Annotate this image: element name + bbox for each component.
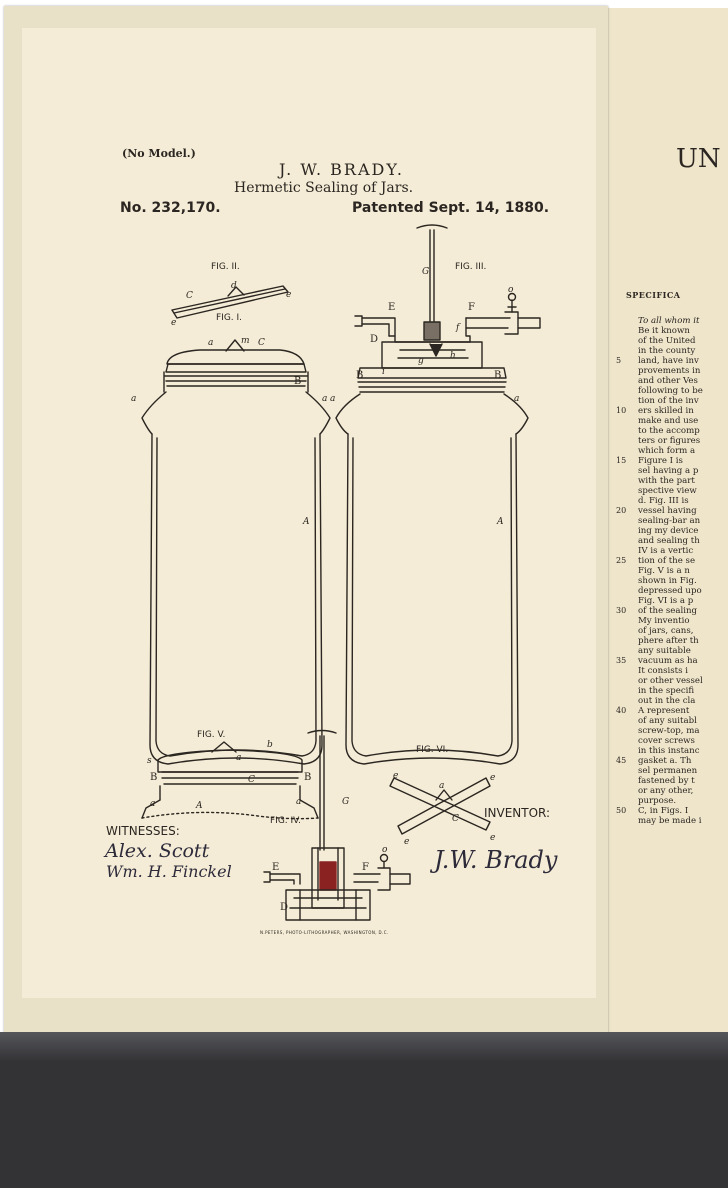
svg-text:D: D	[280, 902, 289, 913]
spec-line: purpose.	[638, 796, 677, 806]
svg-text:B: B	[494, 370, 502, 381]
spec-line: Fig. VI is a p	[638, 596, 694, 606]
spec-line: shown in Fig.	[638, 576, 697, 586]
spec-line: Be it known	[638, 326, 690, 336]
spec-line: in the specifi	[638, 686, 695, 696]
figure-6-label: FIG. VI.	[416, 745, 449, 755]
spec-line: and sealing th	[638, 536, 700, 546]
spec-line: tion of the inv	[638, 396, 699, 406]
figure-1-jar	[142, 340, 330, 764]
figure-4-label: FIG. IV.	[270, 816, 302, 826]
svg-text:a: a	[150, 799, 156, 809]
inventor-signature: J.W. Brady	[434, 846, 558, 874]
spec-heading: UN	[676, 144, 721, 174]
patent-number: No. 232,170.	[120, 200, 221, 216]
svg-text:a: a	[322, 394, 328, 404]
spec-line: Fig. V is a n	[638, 566, 690, 576]
spec-line: in the county	[638, 346, 696, 356]
svg-text:A: A	[196, 801, 203, 811]
svg-text:e: e	[404, 837, 410, 847]
spec-line-number: 10	[616, 406, 627, 415]
spec-line: which form a	[638, 446, 696, 456]
svg-text:B: B	[150, 772, 158, 783]
spec-line: To all whom it	[638, 316, 700, 326]
spec-line: gasket a. Th	[638, 756, 692, 766]
svg-text:a: a	[439, 781, 445, 791]
spec-line: vacuum as ha	[638, 656, 698, 666]
spec-line: make and use	[638, 416, 699, 426]
spec-line-number: 25	[616, 556, 627, 565]
svg-text:g: g	[418, 356, 424, 366]
spec-line: of jars, cans,	[638, 626, 694, 636]
spec-line-number: 40	[616, 706, 627, 715]
spec-line: ing my device	[638, 526, 699, 536]
spec-line: screw-top, ma	[638, 726, 700, 736]
spec-line: or any other,	[638, 786, 694, 796]
figure-3-label: FIG. III.	[455, 262, 487, 272]
spec-line: any suitable	[638, 646, 691, 656]
spec-line-number: 15	[616, 456, 627, 465]
svg-text:B: B	[294, 376, 302, 387]
svg-text:E: E	[272, 862, 280, 873]
witness-signature-2: Wm. H. Finckel	[106, 862, 232, 881]
svg-text:e: e	[393, 771, 399, 781]
spec-line: sealing-bar an	[638, 516, 701, 526]
spec-line: IV is a vertic	[638, 546, 694, 556]
spec-line-number: 20	[616, 506, 627, 515]
svg-text:a: a	[514, 394, 520, 404]
svg-text:i: i	[382, 367, 385, 377]
spec-line: land, have inv	[638, 356, 699, 366]
svg-text:B: B	[356, 370, 364, 381]
svg-text:s: s	[147, 756, 152, 766]
spec-line-number: 35	[616, 656, 627, 665]
svg-text:e: e	[171, 318, 177, 328]
spec-line-number: 45	[616, 756, 627, 765]
printer-credit: N.PETERS, PHOTO-LITHOGRAPHER, WASHINGTON, D.C.	[260, 930, 389, 935]
spec-line: vessel having	[638, 506, 697, 516]
spec-line: ters or figures	[638, 436, 701, 446]
svg-text:e: e	[490, 833, 496, 843]
svg-text:a: a	[131, 394, 137, 404]
svg-text:h: h	[450, 351, 456, 361]
inventor-label: INVENTOR:	[484, 806, 551, 820]
spec-line: fastened by t	[638, 776, 695, 786]
svg-text:F: F	[468, 302, 475, 313]
figure-1-label: FIG. I.	[216, 313, 243, 323]
svg-text:C: C	[258, 338, 265, 348]
svg-text:A: A	[303, 517, 310, 527]
svg-text:e: e	[490, 773, 496, 783]
patent-date: Patented Sept. 14, 1880.	[352, 200, 550, 216]
spec-line: ers skilled in	[638, 406, 694, 416]
spec-line: or other vessel	[638, 676, 703, 686]
spec-line: cover screws	[638, 736, 695, 746]
svg-text:C: C	[452, 814, 459, 824]
spec-line: depressed upo	[638, 586, 702, 596]
svg-text:G: G	[422, 267, 430, 277]
spec-line: C, in Figs. I	[638, 806, 689, 816]
spec-line: may be made i	[638, 816, 702, 826]
svg-text:B: B	[304, 772, 312, 783]
figure-5-lid-section	[142, 742, 318, 819]
spec-line: in this instanc	[638, 746, 700, 756]
spec-line: A represent	[638, 706, 690, 716]
svg-text:f: f	[456, 323, 460, 333]
svg-text:a: a	[296, 797, 302, 807]
spec-subheading: SPECIFICA	[626, 290, 681, 300]
figure-5-label: FIG. V.	[197, 730, 226, 740]
spec-line: sel having a p	[638, 466, 699, 476]
svg-text:a: a	[330, 394, 336, 404]
svg-text:d: d	[231, 281, 237, 291]
spec-line: sel permanen	[638, 766, 698, 776]
svg-text:E: E	[388, 302, 396, 313]
svg-text:e: e	[286, 290, 292, 300]
svg-text:a: a	[208, 338, 214, 348]
spec-line: of the sealing	[638, 606, 698, 616]
svg-text:C: C	[248, 775, 255, 785]
svg-text:A: A	[497, 517, 504, 527]
inventor-name: J. W. BRADY.	[279, 160, 404, 179]
svg-text:G: G	[342, 797, 350, 807]
spec-line: to the accomp	[638, 426, 700, 436]
spec-line: It consists i	[638, 666, 689, 676]
svg-text:a: a	[236, 753, 242, 763]
spec-line: Figure I is	[638, 456, 683, 466]
spec-line: with the part	[638, 476, 695, 486]
spec-line: of the United	[638, 336, 696, 346]
spec-line: out in the cla	[638, 696, 696, 706]
spec-line: d. Fig. III is	[638, 496, 689, 506]
witnesses-label: WITNESSES:	[106, 824, 180, 838]
spec-line: provements in	[638, 366, 701, 376]
spec-line: and other Ves	[638, 376, 698, 386]
figure-3-jar-with-pump	[336, 225, 540, 764]
spec-line-number: 50	[616, 806, 627, 815]
spec-line-number: 30	[616, 606, 627, 615]
figure-2-label: FIG. II.	[211, 262, 240, 272]
spec-line: My inventio	[638, 616, 690, 626]
svg-text:C: C	[186, 291, 193, 301]
spec-line: of any suitabl	[638, 716, 697, 726]
svg-text:o: o	[382, 845, 388, 855]
patent-title: Hermetic Sealing of Jars.	[234, 180, 414, 196]
spec-line: spective view	[638, 486, 697, 496]
spec-line: tion of the se	[638, 556, 696, 566]
svg-text:o: o	[508, 285, 514, 295]
spec-line: phere after th	[638, 636, 699, 646]
svg-text:D: D	[370, 334, 379, 345]
spec-line: following to be	[638, 386, 703, 396]
no-model-label: (No Model.)	[122, 147, 196, 160]
svg-text:F: F	[362, 862, 369, 873]
svg-text:m: m	[241, 336, 250, 346]
svg-text:b: b	[267, 740, 273, 750]
witness-signature-1: Alex. Scott	[105, 840, 210, 862]
spec-line-number: 5	[616, 356, 622, 365]
